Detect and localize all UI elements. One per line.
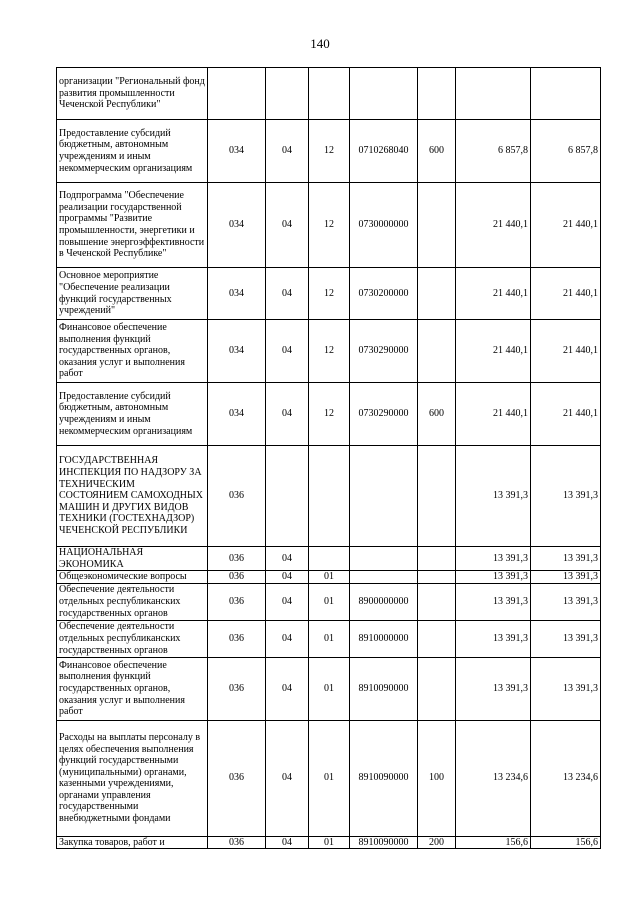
- cell-name: Обеспечение деятельности отдельных республиканских государственных органов: [57, 620, 208, 657]
- cell-sum2: [531, 68, 601, 120]
- cell-sum2: 13 391,3: [531, 620, 601, 657]
- cell-vr: [418, 657, 456, 720]
- cell-sum1: 13 391,3: [456, 583, 531, 620]
- table-row: [57, 836, 601, 849]
- cell-sum2: 21 440,1: [531, 183, 601, 268]
- table-row: [57, 720, 601, 836]
- cell-vr: [418, 583, 456, 620]
- cell-sum2: 21 440,1: [531, 268, 601, 320]
- cell-sum1: 13 391,3: [456, 620, 531, 657]
- cell-vr: [418, 68, 456, 120]
- cell-sum1: 21 440,1: [456, 183, 531, 268]
- cell-sum1: 13 391,3: [456, 571, 531, 584]
- table-row: [57, 183, 601, 268]
- cell-pr: 12: [309, 383, 350, 446]
- cell-csr: 8900000000: [350, 583, 418, 620]
- table-row: [57, 620, 601, 657]
- cell-sum1: 6 857,8: [456, 120, 531, 183]
- cell-pr: 01: [309, 583, 350, 620]
- cell-sum2: 156,6: [531, 836, 601, 849]
- cell-sum1: 21 440,1: [456, 268, 531, 320]
- cell-name: Закупка товаров, работ и: [57, 836, 208, 849]
- cell-rz: 04: [266, 183, 309, 268]
- cell-pr: [309, 547, 350, 571]
- cell-rz: [266, 68, 309, 120]
- cell-vr: 600: [418, 120, 456, 183]
- cell-csr: 8910000000: [350, 620, 418, 657]
- cell-rz: 04: [266, 268, 309, 320]
- cell-vr: [418, 620, 456, 657]
- cell-sum1: [456, 68, 531, 120]
- budget-table: [56, 67, 601, 849]
- cell-sum2: 13 391,3: [531, 583, 601, 620]
- cell-ved: 036: [208, 583, 266, 620]
- cell-csr: 0730290000: [350, 320, 418, 383]
- cell-sum2: 21 440,1: [531, 383, 601, 446]
- cell-name: Обеспечение деятельности отдельных республиканских государственных органов: [57, 583, 208, 620]
- table-row: [57, 446, 601, 547]
- cell-rz: 04: [266, 657, 309, 720]
- cell-sum1: 13 391,3: [456, 547, 531, 571]
- cell-ved: 034: [208, 183, 266, 268]
- cell-ved: 036: [208, 657, 266, 720]
- cell-pr: 01: [309, 720, 350, 836]
- cell-sum2: 21 440,1: [531, 320, 601, 383]
- cell-rz: 04: [266, 620, 309, 657]
- cell-pr: 12: [309, 320, 350, 383]
- cell-csr: 8910090000: [350, 657, 418, 720]
- cell-name: Предоставление субсидий бюджетным, автономным учреждениям и иным некоммерческим организациям: [57, 120, 208, 183]
- cell-ved: 034: [208, 320, 266, 383]
- cell-vr: 100: [418, 720, 456, 836]
- cell-pr: [309, 446, 350, 547]
- cell-name: Расходы на выплаты персоналу в целях обеспечения выполнения функций государственными (муниципальными) органами, казенными учреждениями, органами управления государственными внебюджетными фондами: [57, 720, 208, 836]
- cell-csr: [350, 446, 418, 547]
- cell-csr: 8910090000: [350, 720, 418, 836]
- cell-pr: 01: [309, 571, 350, 584]
- cell-csr: [350, 68, 418, 120]
- cell-rz: 04: [266, 583, 309, 620]
- cell-ved: [208, 68, 266, 120]
- cell-name: организации "Региональный фонд развития промышленности Чеченской Республики": [57, 68, 208, 120]
- cell-ved: 034: [208, 268, 266, 320]
- cell-rz: 04: [266, 120, 309, 183]
- table-row: [57, 383, 601, 446]
- cell-rz: 04: [266, 836, 309, 849]
- table-row: [57, 320, 601, 383]
- table-row: [57, 120, 601, 183]
- cell-name: Общеэкономические вопросы: [57, 571, 208, 584]
- cell-pr: 01: [309, 657, 350, 720]
- cell-name: Финансовое обеспечение выполнения функций государственных органов, оказания услуг и выполнения работ: [57, 657, 208, 720]
- cell-pr: 01: [309, 620, 350, 657]
- cell-sum2: 13 391,3: [531, 657, 601, 720]
- cell-rz: 04: [266, 571, 309, 584]
- cell-name: Предоставление субсидий бюджетным, автономным учреждениям и иным некоммерческим организациям: [57, 383, 208, 446]
- cell-sum1: 156,6: [456, 836, 531, 849]
- table-row: [57, 547, 601, 571]
- cell-sum2: 13 234,6: [531, 720, 601, 836]
- cell-ved: 036: [208, 446, 266, 547]
- cell-csr: 0730290000: [350, 383, 418, 446]
- cell-vr: [418, 446, 456, 547]
- cell-sum1: 13 391,3: [456, 657, 531, 720]
- cell-pr: 01: [309, 836, 350, 849]
- cell-ved: 034: [208, 120, 266, 183]
- cell-vr: [418, 183, 456, 268]
- cell-name: НАЦИОНАЛЬНАЯ ЭКОНОМИКА: [57, 547, 208, 571]
- cell-pr: [309, 68, 350, 120]
- cell-sum2: 13 391,3: [531, 446, 601, 547]
- cell-vr: [418, 268, 456, 320]
- cell-pr: 12: [309, 120, 350, 183]
- cell-name: ГОСУДАРСТВЕННАЯ ИНСПЕКЦИЯ ПО НАДЗОРУ ЗА ТЕХНИЧЕСКИМ СОСТОЯНИЕМ САМОХОДНЫХ МАШИН И ДРУГИХ ВИДОВ ТЕХНИКИ (ГОСТЕХНАДЗОР) ЧЕЧЕНСКОЙ РЕСПУБЛИКИ: [57, 446, 208, 547]
- cell-rz: 04: [266, 383, 309, 446]
- cell-vr: [418, 571, 456, 584]
- cell-sum1: 21 440,1: [456, 383, 531, 446]
- table-row: [57, 268, 601, 320]
- cell-pr: 12: [309, 183, 350, 268]
- cell-sum2: 13 391,3: [531, 571, 601, 584]
- page-number: 140: [310, 36, 330, 51]
- cell-csr: 0710268040: [350, 120, 418, 183]
- cell-sum1: 13 234,6: [456, 720, 531, 836]
- cell-pr: 12: [309, 268, 350, 320]
- cell-ved: 036: [208, 571, 266, 584]
- cell-vr: [418, 547, 456, 571]
- cell-vr: 600: [418, 383, 456, 446]
- cell-name: Финансовое обеспечение выполнения функций государственных органов, оказания услуг и выполнения работ: [57, 320, 208, 383]
- table-row: [57, 571, 601, 584]
- cell-ved: 036: [208, 836, 266, 849]
- cell-name: Основное мероприятие "Обеспечение реализации функций государственных учреждений": [57, 268, 208, 320]
- cell-name: Подпрограмма "Обеспечение реализации государственной программы "Развитие промышленности, энергетики и повышение энергоэффективности в Чеченской Республике": [57, 183, 208, 268]
- cell-rz: 04: [266, 320, 309, 383]
- cell-csr: 0730200000: [350, 268, 418, 320]
- cell-ved: 034: [208, 383, 266, 446]
- cell-sum1: 13 391,3: [456, 446, 531, 547]
- cell-ved: 036: [208, 620, 266, 657]
- cell-csr: [350, 571, 418, 584]
- cell-ved: 036: [208, 720, 266, 836]
- cell-vr: [418, 320, 456, 383]
- cell-csr: 8910090000: [350, 836, 418, 849]
- cell-rz: [266, 446, 309, 547]
- cell-sum2: 13 391,3: [531, 547, 601, 571]
- cell-csr: 0730000000: [350, 183, 418, 268]
- cell-rz: 04: [266, 720, 309, 836]
- table-row: [57, 68, 601, 120]
- cell-ved: 036: [208, 547, 266, 571]
- table-row: [57, 657, 601, 720]
- table-row: [57, 583, 601, 620]
- cell-sum1: 21 440,1: [456, 320, 531, 383]
- cell-sum2: 6 857,8: [531, 120, 601, 183]
- cell-csr: [350, 547, 418, 571]
- cell-vr: 200: [418, 836, 456, 849]
- cell-rz: 04: [266, 547, 309, 571]
